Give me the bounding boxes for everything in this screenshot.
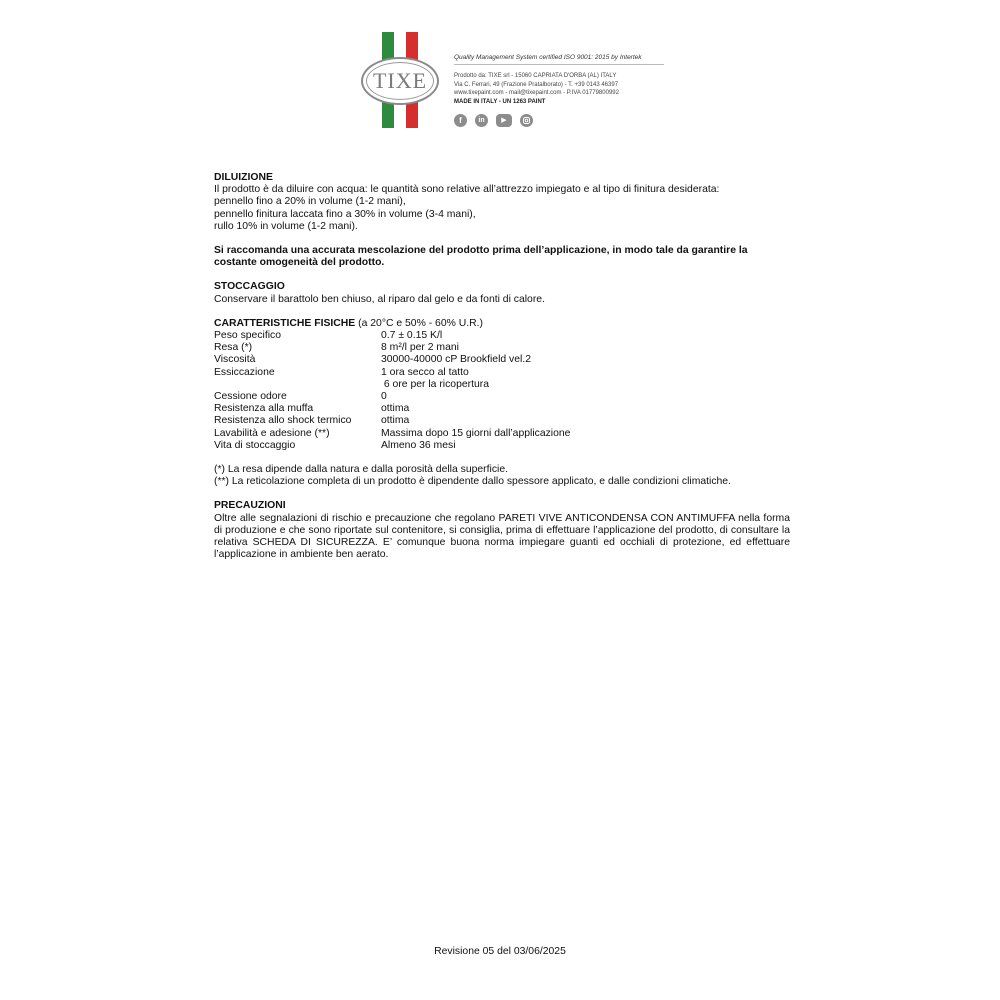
physical-properties-table (214, 330, 570, 452)
facebook-icon[interactable]: f (454, 114, 467, 127)
spec-row (214, 342, 570, 354)
youtube-icon[interactable]: ▶ (496, 114, 512, 127)
spec-label (214, 379, 381, 391)
storage-text: Conservare il barattolo ben chiuso, al riparo dal gelo e da fonti di calore. (214, 293, 545, 305)
section-title: STOCCAGGIO (214, 281, 285, 293)
spec-value: 1 ora secco al tatto (381, 366, 469, 378)
footnote: (*) La resa dipende dalla natura e dalla porosità della superficie. (214, 464, 509, 476)
spec-label: Essiccazione (214, 366, 275, 378)
footnotes (214, 464, 790, 488)
text-line: pennello fino a 20% in volume (1-2 mani), (214, 196, 406, 208)
spec-value: ottima (381, 415, 410, 427)
spec-label: Peso specifico (214, 330, 281, 342)
section-diluizione (214, 172, 790, 233)
text-line: Il prodotto è da diluire con acqua: le quantità sono relative all’attrezzo impiegato e al tipo di finitura desiderata: (214, 184, 720, 196)
section-title: CARATTERISTICHE FISICHE (214, 317, 356, 329)
footnote: (**) La reticolazione completa di un prodotto è dipendente dallo spessore applicato, e dalle condizioni climatiche. (214, 476, 731, 488)
spec-value: 30000-40000 cP Brookfield vel.2 (381, 354, 531, 366)
spec-row (214, 330, 570, 342)
spec-row (214, 379, 570, 391)
spec-value: 6 ore per la ricopertura (381, 378, 490, 390)
text-line: costante omogeneità del prodotto. (214, 257, 385, 269)
instagram-glyph (520, 114, 533, 127)
section-stoccaggio (214, 281, 790, 305)
text-line: pennello finitura laccata fino a 30% in volume (3-4 mani), (214, 208, 476, 220)
company-info (454, 54, 664, 127)
spec-label: Viscosità (214, 354, 256, 366)
spec-value: 8 m²/l per 2 mani (381, 342, 459, 354)
spec-label: Lavabilità e adesione (**) (214, 427, 330, 439)
section-heading (214, 318, 790, 330)
text-line: rullo 10% in volume (1-2 mani). (214, 220, 358, 232)
company-web-line: www.tixepaint.com - mail@tixepaint.com - P.IVA 01779800992 (454, 90, 619, 97)
spec-value: ottima (381, 403, 410, 415)
company-address-line: Via C. Ferrari, 49 (Frazione Pratalborato) - T. +39 0143 46397 (454, 81, 619, 88)
revision-footer: Revisione 05 del 03/06/2025 (434, 946, 566, 957)
spec-label: Resistenza alla muffa (214, 403, 314, 415)
letterhead (360, 30, 660, 130)
spec-label: Vita di stoccaggio (214, 439, 296, 451)
spec-value: 0 (381, 391, 387, 403)
spec-value: 0.7 ± 0.15 K/l (381, 330, 443, 342)
mixing-recommendation (214, 245, 790, 269)
spec-label: Resistenza allo shock termico (214, 415, 352, 427)
section-title: DILUIZIONE (214, 172, 273, 183)
section-precauzioni (214, 500, 790, 561)
spec-value: Almeno 36 mesi (381, 439, 456, 451)
spec-label: Cessione odore (214, 391, 287, 403)
linkedin-icon[interactable]: in (475, 114, 488, 127)
company-logo (361, 57, 439, 105)
logo-text: TIXE (372, 68, 428, 93)
spec-row (214, 354, 570, 366)
spec-value: Massima dopo 15 giorni dall’applicazione (381, 427, 571, 439)
spec-row (214, 403, 570, 415)
section-caratteristiche (214, 318, 790, 452)
spec-row (214, 391, 570, 403)
iso-certification: Quality Management System certified ISO 9001: 2015 by Intertek (454, 54, 664, 65)
precautions-text: Oltre alle segnalazioni di rischio e precauzione che regolano PARETI VIVE ANTICONDENSA CON ANTIMUFFA nella forma di produzione e che sono riportate sul contenitore, si consiglia, prima di effettuare l’applicazione del prodotto, di consultare la relativa SCHEDA DI SICUREZZA. E’ comunque buona norma impiegare guanti ed occhiali di protezione, ed effettuare l’applicazione in ambiente ben aerato. (214, 512, 790, 561)
test-conditions: (a 20°C e 50% - 60% U.R.) (355, 317, 483, 329)
instagram-icon[interactable] (520, 114, 533, 127)
social-links (454, 114, 664, 127)
spec-row (214, 367, 570, 379)
text-line: Si raccomanda una accurata mescolazione del prodotto prima dell’applicazione, in modo tale da garantire la (214, 245, 748, 257)
document-body (214, 172, 790, 561)
spec-row (214, 415, 570, 427)
spec-row (214, 428, 570, 440)
spec-row (214, 440, 570, 452)
company-address-line: Prodotto da: TIXE srl - 15060 CAPRIATA D'ORBA (AL) ITALY (454, 73, 617, 79)
section-title: PRECAUZIONI (214, 500, 286, 512)
made-in-italy: MADE IN ITALY - UN 1263 PAINT (454, 98, 546, 105)
spec-label: Resa (*) (214, 342, 253, 354)
